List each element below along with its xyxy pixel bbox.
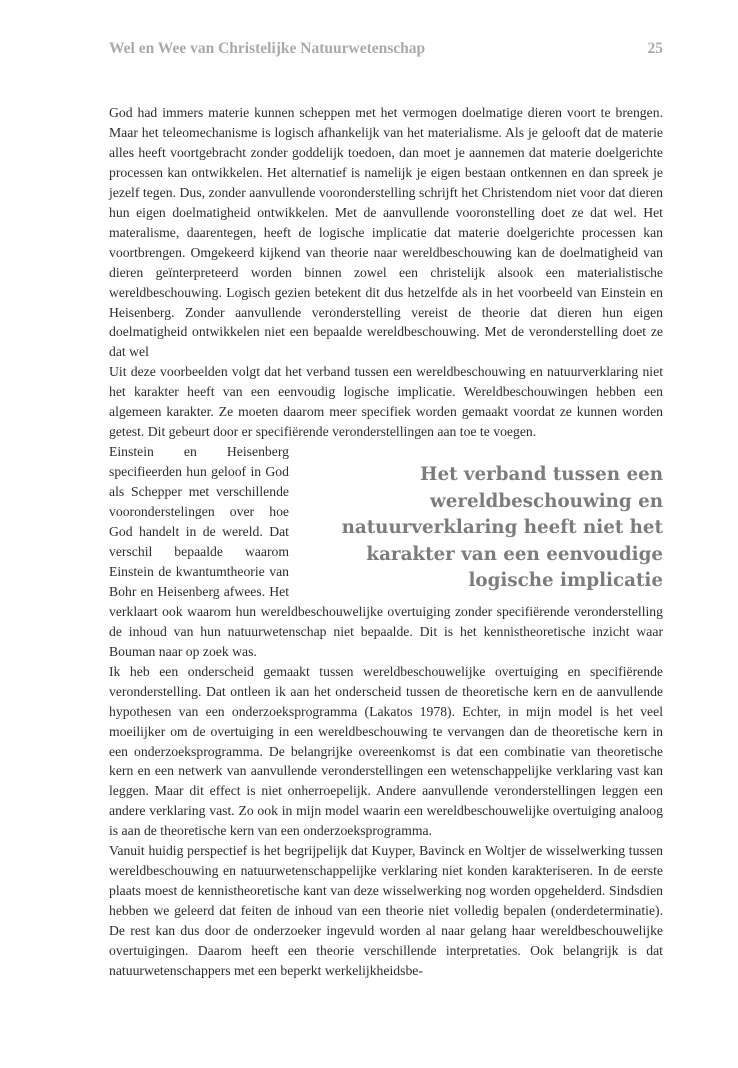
running-title: Wel en Wee van Christelijke Natuurwetenschap: [109, 40, 426, 57]
running-header: [109, 40, 663, 58]
pull-quote: Het verband tussen een wereldbeschouwing en natuurverklaring heeft niet het karakter van een eenvoudige logische implicatie: [341, 464, 663, 592]
body-text: [109, 103, 663, 981]
paragraph-1: God had immers materie kunnen scheppen met het vermogen doelmatige dieren voort te brengen. Maar het teleomechanisme is logisch afhankelijk van het materialisme. Als je gelooft dat de materie alles heeft voortgebracht zonder goddelijk toedoen, dan moet je aannemen dat materie doelgerichte processen kan ontwikkelen. Het alternatief is namelijk je eigen bestaan ontkennen en dan spreek je jezelf tegen. Dus, zonder aanvullende vooronderstelling schrijft het Christendom niet voor dat dieren hun eigen doelmatigheid ontwikkelen. Met de aanvullende vooronstelling doet ze dat wel. Het materalisme, daarentegen, heeft de logische implicatie dat materie doelgerichte processen kan voortbrengen. Omgekeerd kijkend van theorie naar wereldbeschouwing kan de doelmatigheid van dieren geïnterpreteerd worden binnen zowel een christelijk alsook een materialistische wereldbeschouwing. Logisch gezien betekent dit dus hetzelfde als in het voorbeeld van Einstein en Heisenberg. Zonder aanvullende veronderstelling vereist de theorie dat dieren hun eigen doelmatigheid ontwikkelen niet een bepaalde wereldbeschouwing. Met de veronderstelling doet ze dat wel: [109, 105, 663, 360]
paragraph-4: Ik heb een onderscheid gemaakt tussen wereldbeschouwelijke overtuiging en specifiërende veronderstelling. Dat ontleen ik aan het onderscheid tussen de theoretische kern en de aanvullende hypothesen van een onderzoeksprogramma (Lakatos 1978). Echter, in mijn model is het veel moeilijker om de overtuiging in een wereldbeschouwing te vervangen dan de theoretische kern in een onderzoeksprogramma. De belangrijke overeenkomst is dat een combinatie van theoretische kern en een netwerk van aanvullende veronderstellingen een wetenschappelijke verklaring vast kan leggen. Maar dit effect is niet onherroepelijk. Andere aanvullende veronderstellingen leggen een andere verklaring vast. Zo ook in mijn model waarin een wereldbeschouwelijke overtuiging analoog is aan de theoretische kern van een onderzoeksprogramma.: [109, 663, 663, 839]
paragraph-3: Einstein en Heisenberg specifieerden hun geloof in God als Schepper met verschillende vooronderstelingen over hoe God handelt in de wereld. Dat verschil bepaalde waarom Einstein de kwantumtheorie van Bohr en Heisenberg afwees. Het verklaart ook waarom hun wereldbeschouwelijke overtuiging zonder specifiërende veronderstelling de inhoud van hun natuurwetenschap niet bepaalde. Dit is het kennistheoretische inzicht waar Bouman naar op zoek was.: [109, 444, 663, 659]
paragraph-2: Uit deze voorbeelden volgt dat het verband tussen een wereldbeschouwing en natuurverklaring niet het karakter heeft van een eenvoudig logische implicatie. Wereldbeschouwingen hebben een algemeen karakter. Ze moeten daarom meer specifiek worden gemaakt voordat ze kunnen worden getest. Dit gebeurt door er specifiërende veronderstellingen aan toe te voegen.: [109, 364, 663, 440]
page-number: 25: [647, 40, 663, 57]
paragraph-5: Vanuit huidig perspectief is het begrijpelijk dat Kuyper, Bavinck en Woltjer de wisselwerking tussen wereldbeschouwing en natuurwetenschappelijke verklaring niet konden karakteriseren. In de eerste plaats moest de kennistheoretische kant van deze wisselwerking nog worden opgehelderd. Sindsdien hebben we geleerd dat feiten de inhoud van een theorie niet volledig bepalen (onderdeterminatie). De rest kan dus door de onderzoeker ingevuld worden al naar gelang haar wereldbeschouwelijke overtuigingen. Daarom heeft een theorie verschillende interpretaties. Ook belangrijk is dat natuurwetenschappers met een beperkt werkelijkheidsbe-: [109, 843, 663, 978]
